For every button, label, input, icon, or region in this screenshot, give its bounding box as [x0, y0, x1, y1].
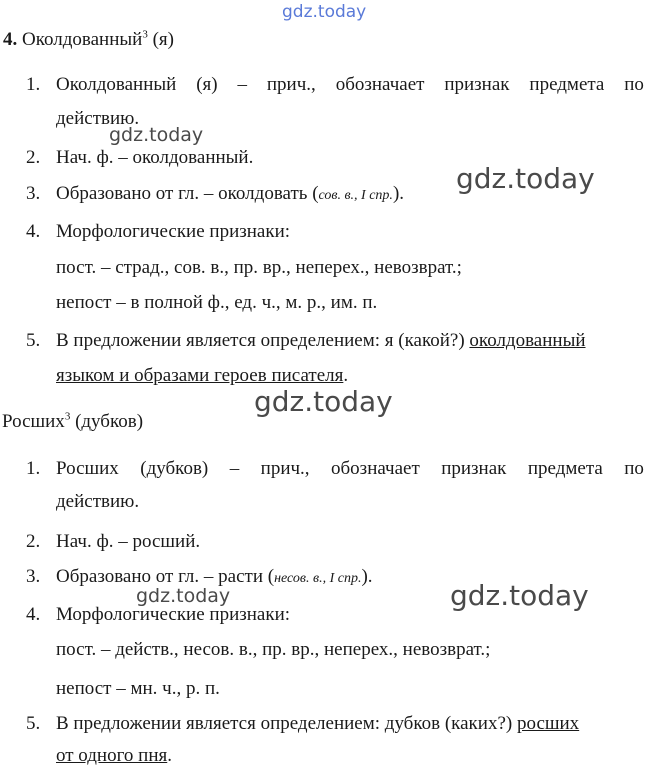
list-item-text [56, 184, 404, 203]
heading-word: Околдованный [22, 29, 143, 50]
text: Образовано от гл. – расти ( [56, 566, 275, 587]
watermark: gdz.today [450, 579, 589, 612]
section-heading-1 [3, 30, 174, 49]
section-number: 4. [3, 29, 18, 50]
section-heading-2 [2, 412, 143, 431]
list-item-continuation: действию. [56, 108, 140, 129]
word: – [237, 74, 247, 95]
watermark: gdz.today [109, 124, 204, 146]
list-number: 5. [26, 713, 41, 734]
word: по [624, 458, 644, 479]
list-item-text: Морфологические признаки: [56, 604, 291, 625]
list-item-line: непост – в полной ф., ед. ч., м. р., им. п. [56, 292, 378, 313]
word: признак [441, 458, 507, 479]
list-item-text: Нач. ф. – околдованный. [56, 147, 254, 168]
watermark: gdz.today [254, 385, 393, 418]
word: предмета [529, 74, 605, 95]
list-item-text [56, 567, 373, 586]
word: обозначает [331, 458, 420, 479]
list-number: 1. [26, 458, 41, 479]
heading-rest: (я) [147, 29, 174, 50]
word: признак [444, 74, 510, 95]
list-item-text [56, 331, 586, 350]
list-number: 4. [26, 604, 41, 625]
footnote-mark: 3 [142, 28, 148, 41]
list-item-text [56, 459, 644, 478]
watermark-top: gdz.today [282, 2, 367, 22]
word: по [624, 74, 644, 95]
list-item-line: непост – мн. ч., р. п. [56, 678, 220, 699]
list-number: 3. [26, 183, 41, 204]
text: . [167, 745, 172, 766]
word: Росших [56, 458, 119, 479]
underlined-phrase: росших [516, 713, 580, 734]
text: ). [392, 183, 405, 204]
underlined-phrase: языком и образами героев писателя [56, 365, 344, 386]
list-number: 1. [26, 74, 41, 95]
word: предмета [527, 458, 603, 479]
list-item-continuation: действию. [56, 491, 140, 512]
text: . [343, 365, 349, 386]
list-number: 3. [26, 566, 41, 587]
text: ). [361, 566, 373, 587]
heading-word: Росших [2, 411, 65, 432]
list-item-text [56, 714, 579, 733]
underlined-phrase: от одного пня [56, 745, 168, 766]
heading-rest: (дубков) [70, 411, 144, 432]
list-number: 2. [26, 531, 41, 552]
list-item-continuation [56, 366, 348, 385]
watermark: gdz.today [136, 585, 231, 607]
list-item-text [56, 75, 644, 94]
word: Околдованный [56, 74, 177, 95]
grammar-note: сов. в., I спр. [318, 188, 393, 203]
list-number: 4. [26, 221, 41, 242]
watermark: gdz.today [456, 162, 595, 195]
word: – [229, 458, 240, 479]
word: (я) [196, 74, 218, 95]
grammar-note: несов. в., I спр. [274, 571, 362, 586]
list-item-line: пост. – действ., несов. в., пр. вр., неперех., невозврат.; [56, 639, 491, 660]
word: прич., [266, 74, 316, 95]
underlined-phrase: околдованный [469, 330, 586, 351]
word: (дубков) [140, 458, 209, 479]
text: Образовано от гл. – околдовать ( [56, 183, 319, 204]
text: В предложении является определением: я (какой?) [56, 330, 470, 351]
list-item-text: Нач. ф. – росший. [56, 531, 201, 552]
list-item-continuation [56, 746, 172, 765]
list-item-text: Морфологические признаки: [56, 221, 291, 242]
list-number: 5. [26, 330, 41, 351]
word: прич., [260, 458, 310, 479]
text: В предложении является определением: дубков (каких?) [56, 713, 517, 734]
footnote-mark: 3 [64, 410, 71, 423]
list-item-line: пост. – страд., сов. в., пр. вр., неперех., невозврат.; [56, 257, 462, 278]
list-number: 2. [26, 147, 41, 168]
word: обозначает [335, 74, 425, 95]
